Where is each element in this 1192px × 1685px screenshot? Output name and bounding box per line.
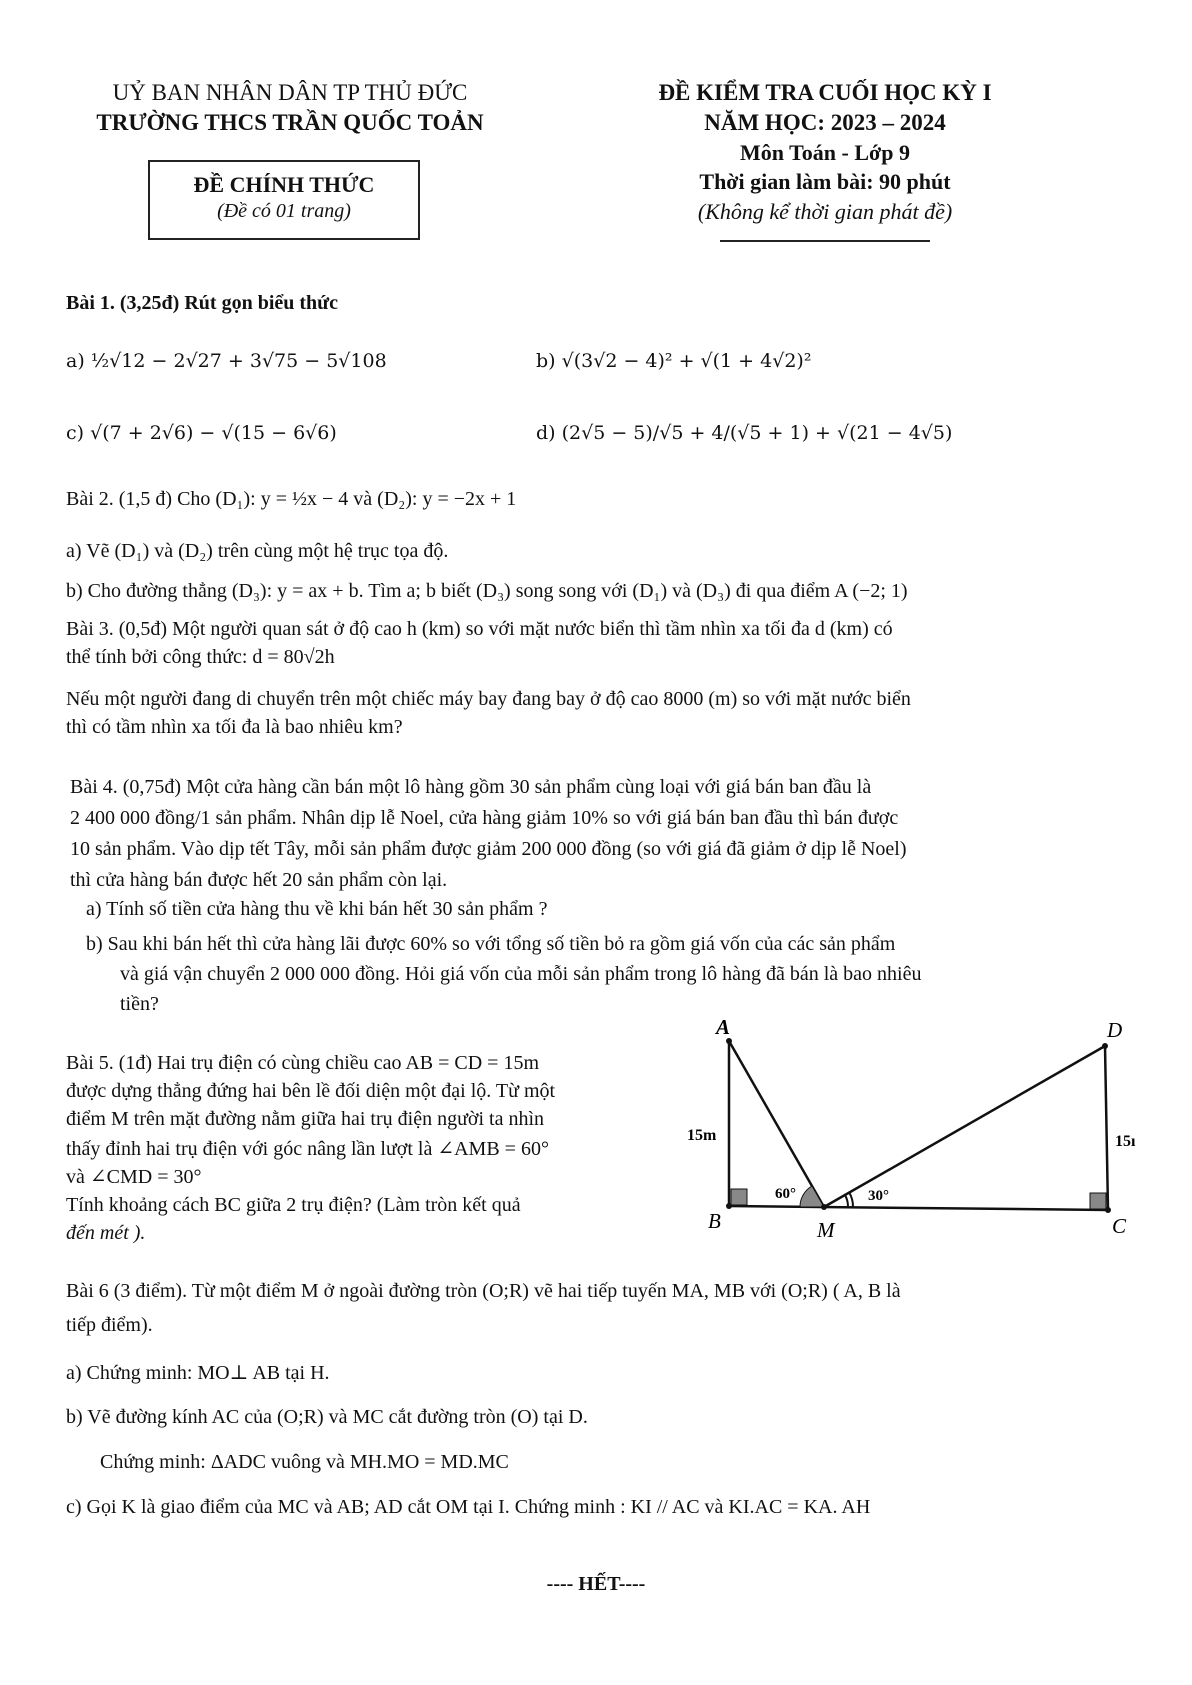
sightline-ma [729, 1041, 824, 1207]
bai4-line4: thì cửa hàng bán được hết 20 sản phẩm còn lại. [70, 869, 448, 891]
right-angle-b [731, 1189, 747, 1205]
bai4-line3: 10 sản phẩm. Vào dịp tết Tây, mỗi sản phẩm được giảm 200 000 đồng (so với giá đã giảm ở dịp lễ Noel) [70, 838, 907, 860]
label-m: M [817, 1218, 835, 1242]
end-marker: ---- HẾT---- [546, 1573, 646, 1595]
bai5-line2: được dựng thẳng đứng hai bên lề đối diện một đại lộ. Từ một [66, 1080, 556, 1102]
bai1-a: a) ½√12 − 2√27 + 3√75 − 5√108 [66, 350, 387, 372]
bai6-b2: Chứng minh: ΔADC vuông và MH.MO = MD.MC [100, 1451, 509, 1473]
bai6-line1: Bài 6 (3 điểm). Từ một điểm M ở ngoài đường tròn (O;R) vẽ hai tiếp tuyến MA, MB với (O;R) ( A, B là [66, 1280, 901, 1302]
authority-name: UỶ BAN NHÂN DÂN TP THỦ ĐỨC [112, 80, 468, 105]
page-count: (Đề có 01 trang) [217, 200, 351, 222]
bai2-a: a) Vẽ (D₁) và (D₂) trên cùng một hệ trục tọa độ. [66, 540, 449, 562]
bai1-b: b) √(3√2 − 4)² + √(1 + 4√2)² [536, 350, 812, 372]
bai3-line1: Bài 3. (0,5đ) Một người quan sát ở độ cao h (km) so với mặt nước biển thì tầm nhìn xa tối đa d (km) có [66, 618, 893, 640]
bai4-a: a) Tính số tiền cửa hàng thu về khi bán hết 30 sản phẩm ? [86, 898, 548, 920]
bai3-line3: Nếu một người đang di chuyển trên một chiếc máy bay đang bay ở độ cao 8000 (m) so với mặt nước biển [66, 688, 911, 710]
label-angle-60: 60° [775, 1186, 796, 1202]
bai2-b: b) Cho đường thẳng (D₃): y = ax + b. Tìm a; b biết (D₃) song song với (D₁) và (D₃) đi qua điểm A (−2; 1) [66, 580, 908, 602]
subject: Môn Toán - Lớp 9 [740, 140, 910, 165]
bai3-line4: thì có tầm nhìn xa tối đa là bao nhiêu km? [66, 716, 403, 738]
bai5-line3: điểm M trên mặt đường nằm giữa hai trụ điện người ta nhìn [66, 1108, 545, 1130]
bai1-d: d) (2√5 − 5)/√5 + 4/(√5 + 1) + √(21 − 4√5) [536, 422, 953, 444]
bai5-line7: đến mét ). [66, 1222, 146, 1244]
bai6-b1: b) Vẽ đường kính AC của (O;R) và MC cắt đường tròn (O) tại D. [66, 1406, 588, 1428]
road-bc [729, 1206, 1108, 1210]
bai6-a: a) Chứng minh: MO⊥ AB tại H. [66, 1362, 330, 1384]
pole-cd [1105, 1046, 1108, 1210]
label-left-height: 15m [687, 1127, 717, 1144]
school-name: TRƯỜNG THCS TRẦN QUỐC TOẢN [96, 110, 484, 135]
official-label: ĐỀ CHÍNH THỨC [193, 172, 375, 197]
bai4-line1: Bài 4. (0,75đ) Một cửa hàng cần bán một lô hàng gồm 30 sản phẩm cùng loại với giá bán ban đầu là [70, 776, 872, 798]
exam-title: ĐỀ KIỂM TRA CUỐI HỌC KỲ I [658, 80, 992, 105]
bai6-c: c) Gọi K là giao điểm của MC và AB; AD cắt OM tại I. Chứng minh : KI // AC và KI.AC = KA. AH [66, 1496, 871, 1518]
sightline-md [824, 1046, 1105, 1207]
bai5-line4: thấy đỉnh hai trụ điện với góc nâng lần lượt là ∠AMB = 60° [66, 1138, 549, 1160]
bai5-line5: và ∠CMD = 30° [66, 1166, 202, 1188]
right-angle-c [1090, 1193, 1106, 1209]
duration: Thời gian làm bài: 90 phút [699, 169, 951, 194]
bai2-title: Bài 2. (1,5 đ) Cho (D₁): y = ½x − 4 và (D₂): y = −2x + 1 [66, 488, 517, 510]
bai5-line6: Tính khoảng cách BC giữa 2 trụ điện? (Làm tròn kết quả [66, 1194, 521, 1216]
bai3-line2: thể tính bởi công thức: d = 80√2h [66, 646, 335, 668]
angle-60-mark [800, 1186, 824, 1207]
label-c: C [1112, 1214, 1127, 1238]
label-angle-30: 30° [868, 1188, 889, 1204]
bai4-b2: và giá vận chuyển 2 000 000 đồng. Hỏi giá vốn của mỗi sản phẩm trong lô hàng đã bán là bao nhiêu [120, 963, 922, 985]
angle-30-mark [845, 1195, 848, 1207]
bai4-b3: tiền? [120, 993, 159, 1015]
label-a: A [716, 1015, 731, 1039]
bai1-title: Bài 1. (3,25đ) Rút gọn biểu thức [66, 292, 339, 314]
label-d: D [1107, 1018, 1123, 1042]
school-year: NĂM HỌC: 2023 – 2024 [704, 110, 946, 135]
bai4-line2: 2 400 000 đồng/1 sản phẩm. Nhân dịp lễ Noel, cửa hàng giảm 10% so với giá bán ban đầu thì bán được [70, 807, 899, 829]
duration-note: (Không kể thời gian phát đề) [697, 199, 953, 224]
label-b: B [708, 1209, 721, 1233]
bai5-line1: Bài 5. (1đ) Hai trụ điện có cùng chiều cao AB = CD = 15m [66, 1052, 540, 1074]
bai6-line2: tiếp điểm). [66, 1314, 153, 1336]
bai1-c: c) √(7 + 2√6) − √(15 − 6√6) [66, 422, 337, 444]
label-right-height: 15ı [1115, 1133, 1136, 1150]
bai4-b1: b) Sau khi bán hết thì cửa hàng lãi được 60% so với tổng số tiền bỏ ra gồm giá vốn của các sản phẩm [86, 933, 896, 955]
